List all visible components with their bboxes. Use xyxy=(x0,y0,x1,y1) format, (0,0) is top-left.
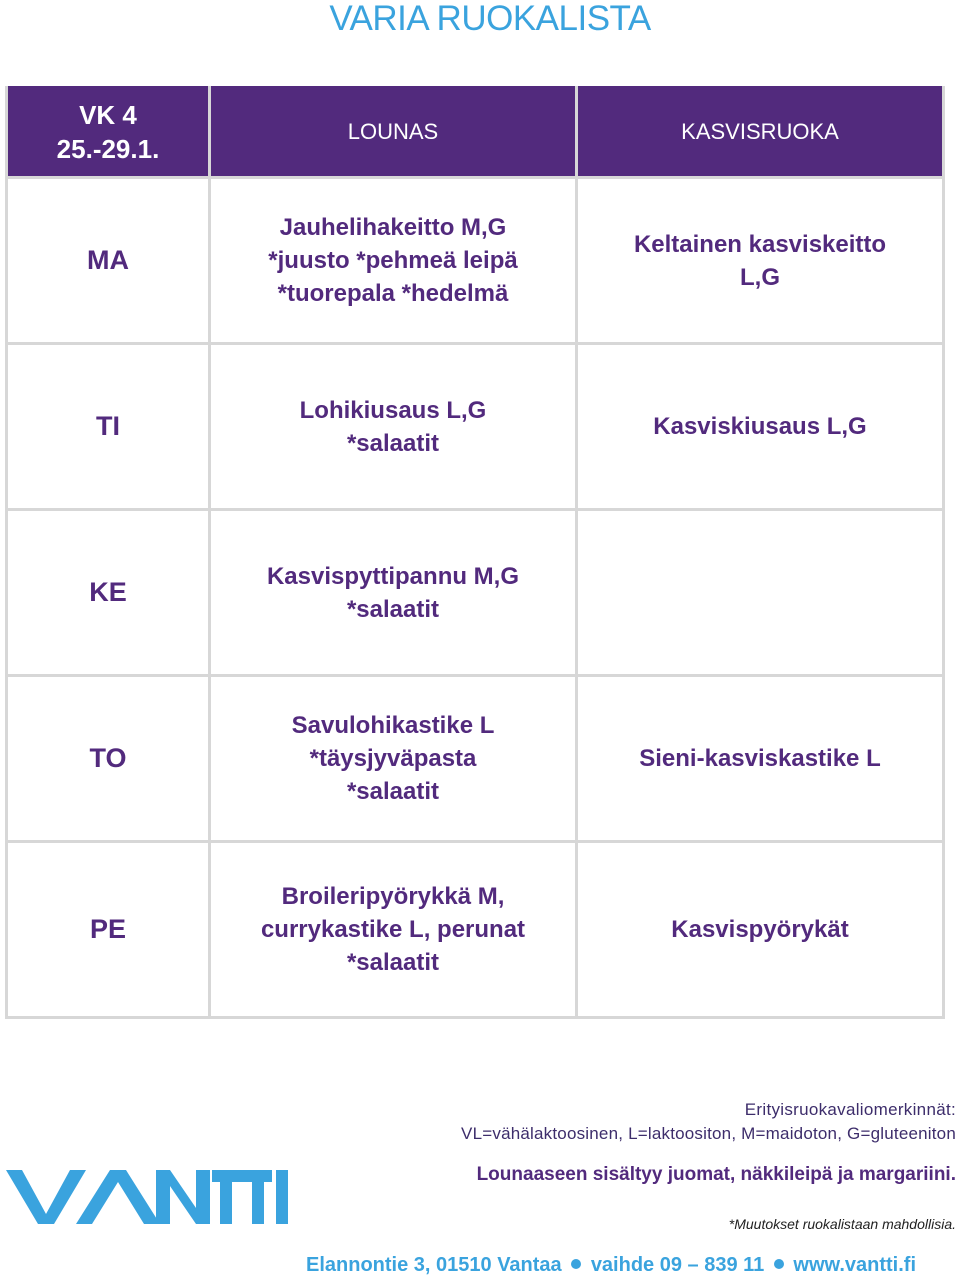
table-row-to xyxy=(7,676,944,842)
diet-codes: VL=vähälaktoosinen, L=laktoositon, M=maidoton, G=gluteeniton xyxy=(461,1124,956,1143)
page-title: VARIA RUOKALISTA xyxy=(329,0,651,38)
menu-line: *salaatit xyxy=(346,595,440,623)
table-row-ma xyxy=(7,178,944,344)
day-cell: KE xyxy=(7,510,210,676)
day-cell: TI xyxy=(7,344,210,510)
vantti-logo xyxy=(6,1168,291,1226)
lunch-cell xyxy=(210,178,577,344)
lunch-column-header: LOUNAS xyxy=(210,87,577,178)
veg-cell xyxy=(577,676,944,842)
menu-line: L,G xyxy=(740,263,780,291)
included-note: Lounaaseen sisältyy juomat, näkkileipä ja margariini. xyxy=(476,1164,956,1185)
veg-cell xyxy=(577,842,944,1018)
header-row xyxy=(7,87,944,178)
menu-line: Lohikiusaus L,G xyxy=(299,396,487,424)
menu-line: Keltainen kasviskeitto xyxy=(633,230,887,258)
veg-cell xyxy=(577,178,944,344)
diet-heading: Erityisruokavaliomerkinnät: xyxy=(744,1100,956,1119)
address-street: Elannontie 3, 01510 Vantaa xyxy=(306,1254,562,1276)
table-row-ke xyxy=(7,510,944,676)
week-header xyxy=(7,87,210,178)
week-dates: 25.-29.1. xyxy=(56,134,160,164)
menu-line: Sieni-kasviskastike L xyxy=(639,745,881,772)
lunch-cell xyxy=(210,510,577,676)
menu-line: currykastike L, perunat xyxy=(260,916,526,943)
menu-line: *tuorepala *hedelmä xyxy=(277,280,509,307)
logo-letters xyxy=(6,1170,288,1224)
veg-cell xyxy=(577,344,944,510)
address-phone: vaihde 09 – 839 11 xyxy=(590,1254,765,1276)
table-row-pe xyxy=(7,842,944,1018)
veg-cell xyxy=(577,510,944,676)
menu-table xyxy=(5,86,945,1019)
changes-note: *Muutokset ruokalistaan mahdollisia. xyxy=(728,1216,956,1232)
address-bar xyxy=(306,1254,916,1277)
bullet-icon xyxy=(571,1259,581,1269)
menu-line: Kasvispyörykät xyxy=(671,916,849,943)
menu-line: Kasviskiusaus L,G xyxy=(653,413,867,440)
menu-line: *täysjyväpasta xyxy=(309,745,477,772)
lunch-cell xyxy=(210,676,577,842)
week-number: VK 4 xyxy=(79,100,137,130)
menu-line: Kasvispyttipannu M,G xyxy=(266,562,520,590)
veg-column-header: KASVISRUOKA xyxy=(577,87,944,178)
menu-line: *juusto *pehmeä leipä xyxy=(268,247,518,274)
menu-line: *salaatit xyxy=(346,429,440,457)
day-cell: TO xyxy=(7,676,210,842)
address-web[interactable]: www.vantti.fi xyxy=(793,1254,917,1276)
menu-line: *salaatit xyxy=(346,949,440,976)
bullet-icon xyxy=(774,1259,784,1269)
day-cell: PE xyxy=(7,842,210,1018)
menu-line: Jauhelihakeitto M,G xyxy=(279,214,507,241)
menu-line: Savulohikastike L xyxy=(291,712,495,739)
day-cell: MA xyxy=(7,178,210,344)
menu-line: Broileripyörykkä M, xyxy=(281,883,505,910)
lunch-cell xyxy=(210,344,577,510)
menu-line: *salaatit xyxy=(346,778,440,805)
lunch-cell xyxy=(210,842,577,1018)
table-row-ti xyxy=(7,344,944,510)
